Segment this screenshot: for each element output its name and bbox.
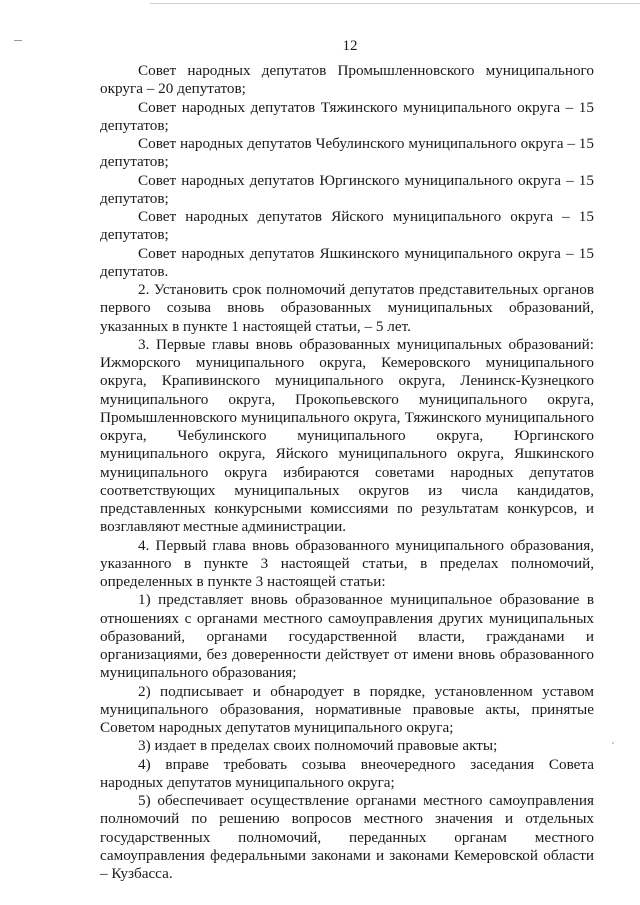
scan-speck [612,742,614,744]
paragraph: Совет народных депутатов Промышленновского муниципального округа – 20 депутатов; [100,62,594,98]
paragraph: 4. Первый глава вновь образованного муниципального образования, указанного в пункте 3 настоящей статьи, в пределах полномочий, определенных в пункте 3 настоящей статьи: [100,536,594,590]
paragraph: 1) представляет вновь образованное муниципальное образование в отношениях с органами местного самоуправления других муниципальных образований, органами государственной власти, гражданами и организациями, без доверенности действует от имени вновь образованного муниципального образования; [100,591,594,682]
paragraph: 3) издает в пределах своих полномочий правовые акты; [138,737,498,755]
document-body [100,62,594,883]
page-number: 12 [342,38,358,54]
paragraph: 2) подписывает и обнародует в порядке, установленном уставом муниципального образования, нормативные правовые акты, принятые Советом народных депутатов муниципального округа; [100,682,594,736]
top-scan-rule [150,3,640,4]
paragraph: Совет народных депутатов Чебулинского муниципального округа – 15 депутатов; [100,135,594,171]
paragraph: 4) вправе требовать созыва внеочередного заседания Совета народных депутатов муниципального округа; [100,755,594,791]
paragraph: 3. Первые главы вновь образованных муниципальных образований: Ижморского муниципального округа, Кемеровского муниципального округа, Крапивинского муниципального округа, Ленинск-Кузнецкого муниципального округа, Прокопьевского муниципального округа, Промышленновского муниципального округа, Тяжинского муниципального округа, Чебулинского муниципального округа, Юргинского муниципального округа, Яйского муниципального округа, Яшкинского муниципального округа избираются советами народных депутатов соответствующих муниципальных округов из числа кандидатов, представленных конкурсными комиссиями по результатам конкурсов, и возглавляют местные администрации. [100,335,594,536]
paragraph: Совет народных депутатов Яйского муниципального округа – 15 депутатов; [100,208,594,244]
paragraph: 2. Установить срок полномочий депутатов представительных органов первого созыва вновь образованных муниципальных образований, указанных в пункте 1 настоящей статьи, – 5 лет. [100,281,594,335]
paragraph: Совет народных депутатов Юргинского муниципального округа – 15 депутатов; [100,171,594,207]
paragraph: Совет народных депутатов Яшкинского муниципального округа – 15 депутатов. [100,244,594,280]
paragraph: Совет народных депутатов Тяжинского муниципального округа – 15 депутатов; [100,98,594,134]
paragraph: 5) обеспечивает осуществление органами местного самоуправления полномочий по решению вопросов местного значения и отдельных государственных полномочий, переданных органам местного самоуправления федеральными законами и законами Кемеровской области – Кузбасса. [100,792,594,882]
